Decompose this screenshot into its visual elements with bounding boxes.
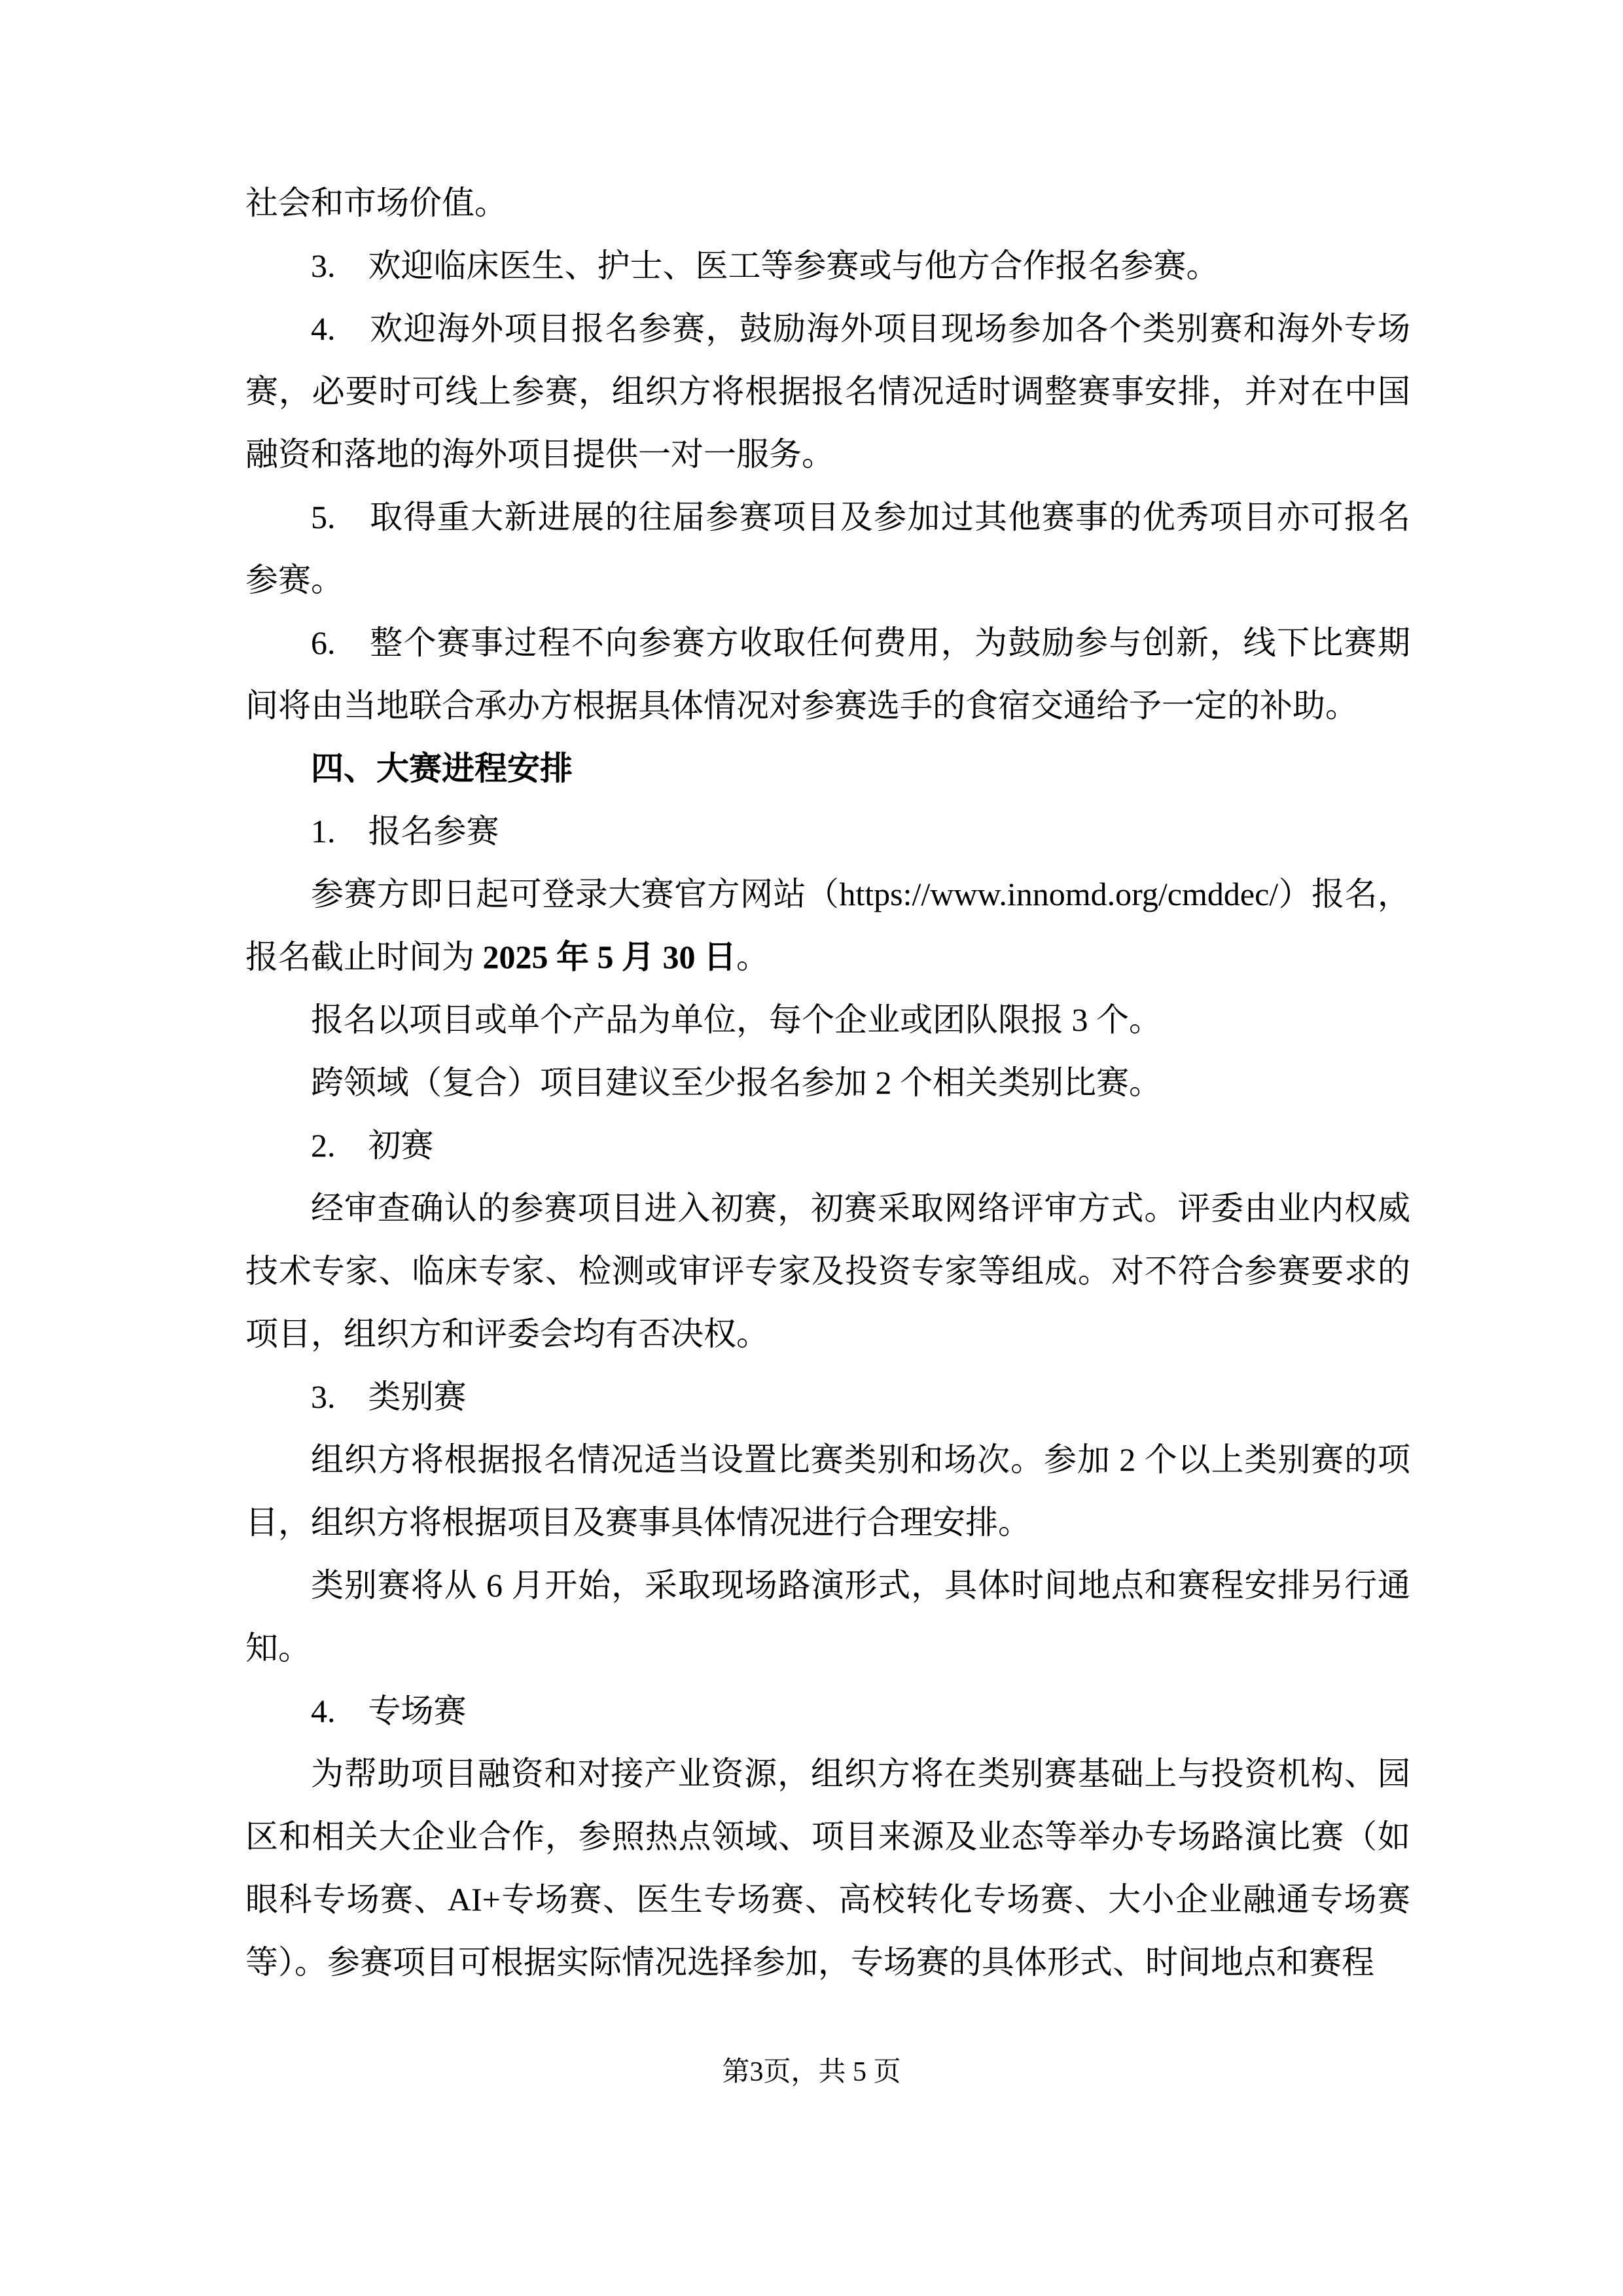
paragraph-text: 。 [736, 939, 769, 975]
sub-heading-category [245, 1365, 1410, 1428]
sub-heading-preliminary [245, 1114, 1410, 1177]
sub-heading-text: 3. 类别赛 [311, 1378, 467, 1415]
paragraph-text: 跨领域（复合）项目建议至少报名参加 2 个相关类别比赛。 [311, 1064, 1162, 1101]
page-footer [0, 2053, 1623, 2092]
section-heading-schedule [245, 737, 1410, 800]
list-item-6 [245, 611, 1410, 737]
list-item-4 [245, 297, 1410, 486]
paragraph-text: 社会和市场价值。 [245, 185, 507, 221]
paragraph-text: 组织方将根据报名情况适当设置比赛类别和场次。参加 2 个以上类别赛的项目，组织方将根据项目及赛事具体情况进行合理安排。 [245, 1441, 1410, 1541]
paragraph-text: 为帮助项目融资和对接产业资源，组织方将在类别赛基础上与投资机构、园区和相关大企业合作，参照热点领域、项目来源及业态等举办专场路演比赛（如眼科专场赛、AI+专场赛、医生专场赛、高校转化专场赛、大小企业融通专场赛等）。参赛项目可根据实际情况选择参加，专场赛的具体形式、时间地点和赛程 [245, 1755, 1410, 1981]
paragraph-special-info [245, 1742, 1410, 1994]
paragraph-preliminary-info [245, 1177, 1410, 1365]
list-item-3 [245, 234, 1410, 297]
list-item-5 [245, 486, 1410, 611]
paragraph-text: 6. 整个赛事过程不向参赛方收取任何费用，为鼓励参与创新，线下比赛期间将由当地联合承办方根据具体情况对参赛选手的食宿交通给予一定的补助。 [245, 624, 1410, 724]
paragraph-text: 5. 取得重大新进展的往届参赛项目及参加过其他赛事的优秀项目亦可报名参赛。 [245, 499, 1410, 598]
paragraph-entry-unit [245, 988, 1410, 1051]
paragraph-text: 4. 欢迎海外项目报名参赛，鼓励海外项目现场参加各个类别赛和海外专场赛，必要时可线上参赛，组织方将根据报名情况适时调整赛事安排，并对在中国融资和落地的海外项目提供一对一服务。 [245, 310, 1410, 473]
document-body [245, 171, 1410, 1994]
paragraph-text: 报名以项目或单个产品为单位，每个企业或团队限报 3 个。 [311, 1001, 1162, 1038]
sub-heading-special [245, 1679, 1410, 1742]
sub-heading-registration [245, 800, 1410, 863]
paragraph-text: 参赛方即日起可登录大赛官方网站（https://www.innomd.org/cmddec/）报名，报名截止时间为 [245, 876, 1410, 975]
page-number-text: 第3页，共 5 页 [722, 2057, 901, 2087]
section-heading-text: 四、大赛进程安排 [311, 750, 573, 787]
registration-deadline: 2025 年 5 月 30 日 [482, 939, 736, 975]
paragraph-text: 类别赛将从 6 月开始，采取现场路演形式，具体时间地点和赛程安排另行通知。 [245, 1567, 1410, 1666]
sub-heading-text: 4. 专场赛 [311, 1693, 467, 1729]
sub-heading-text: 2. 初赛 [311, 1127, 434, 1164]
paragraph-text: 3. 欢迎临床医生、护士、医工等参赛或与他方合作报名参赛。 [311, 247, 1219, 284]
paragraph-cross-domain [245, 1051, 1410, 1114]
sub-heading-text: 1. 报名参赛 [311, 813, 499, 850]
paragraph-category-setup [245, 1428, 1410, 1554]
paragraph-category-schedule [245, 1554, 1410, 1679]
paragraph-text: 经审查确认的参赛项目进入初赛，初赛采取网络评审方式。评委由业内权威技术专家、临床专家、检测或审评专家及投资专家等组成。对不符合参赛要求的项目，组织方和评委会均有否决权。 [245, 1190, 1410, 1352]
paragraph-registration-info [245, 863, 1410, 988]
paragraph-continuation [245, 171, 1410, 234]
